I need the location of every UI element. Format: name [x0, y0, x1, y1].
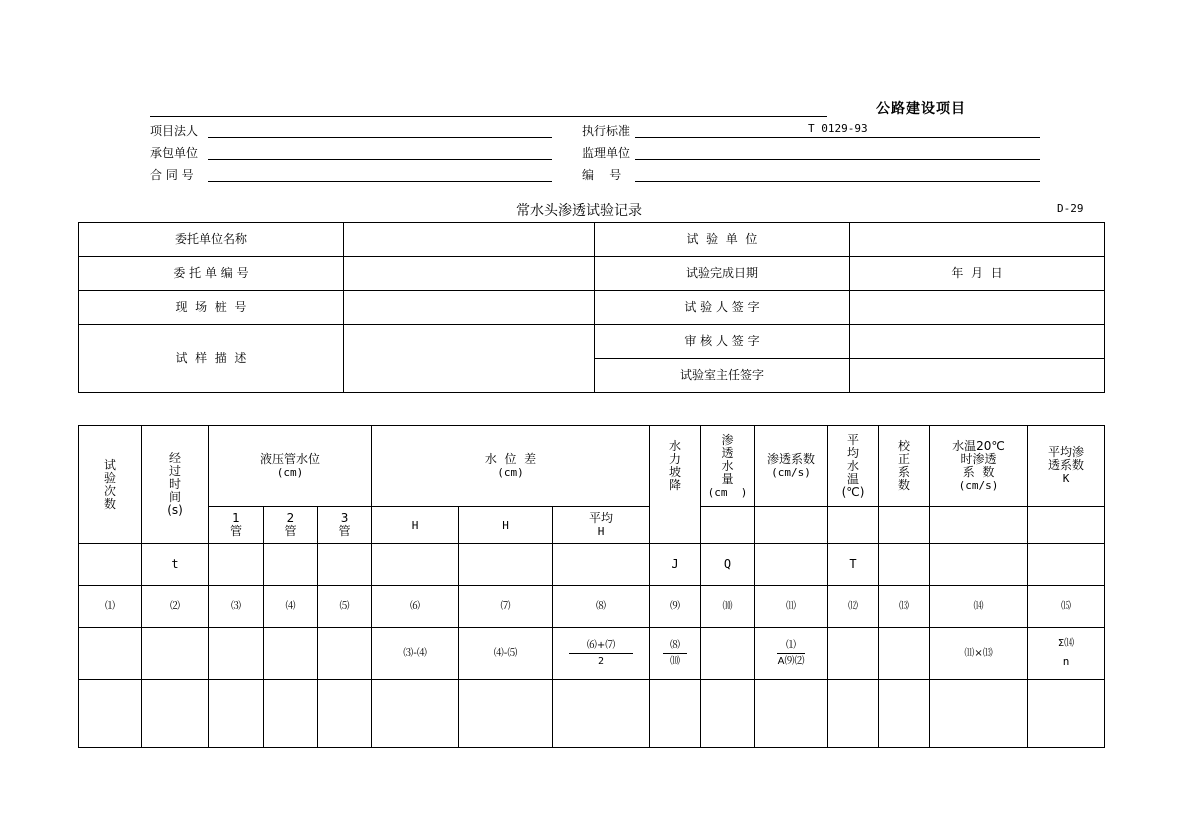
number-cell: ⑷: [264, 586, 318, 628]
field-serial-no[interactable]: [635, 181, 1040, 182]
symbol-cell: [264, 544, 318, 586]
hdr-tube-2: 2 管: [264, 507, 318, 544]
field-contractor[interactable]: [208, 159, 552, 160]
station-value[interactable]: [344, 291, 595, 325]
reviewer-sign-value[interactable]: [850, 325, 1105, 359]
data-table: [78, 425, 1105, 748]
number-cell: ⑺: [459, 586, 553, 628]
formula-row: [79, 628, 1105, 680]
symbol-cell: [930, 544, 1028, 586]
project-title: 公路建设项目: [876, 101, 966, 117]
symbol-row: [79, 544, 1105, 586]
hdr-blank-13: [879, 507, 930, 544]
finish-date-value[interactable]: 年 月 日: [850, 257, 1105, 291]
hdr-blank-11: [755, 507, 828, 544]
number-cell: ⑸: [318, 586, 372, 628]
order-no-value[interactable]: [344, 257, 595, 291]
hdr-correction-factor: 校正系数: [879, 426, 930, 507]
form-code: D-29: [1057, 202, 1084, 215]
formula-cell: [701, 628, 755, 680]
formula-col11: $\frac{\text{⑴}}{\text{A⑼⑵}}$: [755, 628, 828, 680]
formula-col9: $\frac{\text{⑻}}{\text{⑽}}$: [650, 628, 701, 680]
symbol-cell: J: [650, 544, 701, 586]
entry-cell[interactable]: [553, 680, 650, 748]
hdr-permeability-coef: 渗透系数 (cm/s): [755, 426, 828, 507]
hdr-pressure-level: 液压管水位 (cm): [209, 426, 372, 507]
hdr-head-h2: H: [459, 507, 553, 544]
formula-cell: [264, 628, 318, 680]
tester-sign-value[interactable]: [850, 291, 1105, 325]
field-supervisor[interactable]: [635, 159, 1040, 160]
formula-cell: [828, 628, 879, 680]
form-title: 常水头渗透试验记录: [516, 203, 642, 219]
symbol-cell: [459, 544, 553, 586]
entry-cell[interactable]: [264, 680, 318, 748]
label-finish-date: 试验完成日期: [595, 257, 850, 291]
label-test-unit: 试 验 单 位: [595, 223, 850, 257]
hdr-blank-12: [828, 507, 879, 544]
hdr-hydraulic-gradient: 水力坡降: [650, 426, 701, 544]
hdr-test-no: 试验次数: [79, 426, 142, 544]
formula-cell: [209, 628, 264, 680]
label-client: 委托单位名称: [79, 223, 344, 257]
entry-cell[interactable]: [1028, 680, 1105, 748]
hdr-average-coef: 平均渗透系数 K: [1028, 426, 1105, 507]
symbol-cell: [755, 544, 828, 586]
entry-cell[interactable]: [79, 680, 142, 748]
hdr-blank-14: [930, 507, 1028, 544]
number-cell: ⒂: [1028, 586, 1105, 628]
label-order-no: 委 托 单 编 号: [79, 257, 344, 291]
formula-col7: ⑷-⑸: [459, 628, 553, 680]
entry-cell[interactable]: [318, 680, 372, 748]
symbol-cell: [79, 544, 142, 586]
field-contract-no[interactable]: [208, 181, 552, 182]
entry-cell[interactable]: [650, 680, 701, 748]
entry-cell[interactable]: [879, 680, 930, 748]
director-sign-value[interactable]: [850, 359, 1105, 393]
formula-col15: Σ⒁ n: [1028, 628, 1105, 680]
number-cell: ⑹: [372, 586, 459, 628]
sample-desc-value[interactable]: [344, 325, 595, 393]
number-cell: ⒀: [879, 586, 930, 628]
label-director-sign: 试验室主任签字: [595, 359, 850, 393]
entry-cell[interactable]: [930, 680, 1028, 748]
symbol-cell: t: [142, 544, 209, 586]
number-cell: ⑾: [755, 586, 828, 628]
formula-cell: [142, 628, 209, 680]
client-value[interactable]: [344, 223, 595, 257]
number-cell: ⑴: [79, 586, 142, 628]
entry-cell[interactable]: [459, 680, 553, 748]
hdr-tube-3: 3 管: [318, 507, 372, 544]
formula-cell: [318, 628, 372, 680]
standard-value: T 0129-93: [808, 122, 868, 135]
field-project-owner[interactable]: [208, 137, 552, 138]
number-row: [79, 586, 1105, 628]
hdr-head-average: 平均 H: [553, 507, 650, 544]
label-reviewer-sign: 审 核 人 签 字: [595, 325, 850, 359]
number-cell: ⒁: [930, 586, 1028, 628]
number-cell: ⑶: [209, 586, 264, 628]
label-contract-no: 合 同 号: [150, 168, 194, 182]
info-table: [78, 222, 1105, 393]
hdr-average-temp: 平均水温 (℃): [828, 426, 879, 507]
number-cell: ⑻: [553, 586, 650, 628]
entry-cell[interactable]: [142, 680, 209, 748]
hdr-elapsed-time: 经过时间 (s): [142, 426, 209, 544]
symbol-cell: [209, 544, 264, 586]
field-standard[interactable]: [635, 137, 1040, 138]
hdr-head-difference: 水 位 差 (cm): [372, 426, 650, 507]
symbol-cell: [879, 544, 930, 586]
hdr-blank-15: [1028, 507, 1105, 544]
symbol-cell: [372, 544, 459, 586]
number-cell: ⑵: [142, 586, 209, 628]
formula-col14: ⑾×⒀: [930, 628, 1028, 680]
number-cell: ⑿: [828, 586, 879, 628]
symbol-cell: Q: [701, 544, 755, 586]
symbol-cell: [1028, 544, 1105, 586]
label-project-owner: 项目法人: [150, 124, 199, 138]
label-supervisor: 监理单位: [582, 146, 631, 160]
number-cell: ⑼: [650, 586, 701, 628]
entry-cell[interactable]: [209, 680, 264, 748]
entry-cell[interactable]: [372, 680, 459, 748]
entry-cell[interactable]: [701, 680, 755, 748]
symbol-cell: T: [828, 544, 879, 586]
top-rule: [150, 116, 827, 117]
hdr-blank-10: [701, 507, 755, 544]
formula-cell: [79, 628, 142, 680]
label-standard: 执行标准: [582, 124, 631, 138]
hdr-coef-20c: 水温20℃ 时渗透 系 数 (cm/s): [930, 426, 1028, 507]
hdr-head-h1: H: [372, 507, 459, 544]
entry-row: [79, 680, 1105, 748]
hdr-tube-1: 1 管: [209, 507, 264, 544]
label-sample-desc: 试 样 描 述: [79, 325, 344, 393]
formula-col6: ⑶-⑷: [372, 628, 459, 680]
label-station: 现 场 桩 号: [79, 291, 344, 325]
label-contractor: 承包单位: [150, 146, 199, 160]
formula-col8: $\frac{\text{⑹+⑺}}{2}$: [553, 628, 650, 680]
entry-cell[interactable]: [755, 680, 828, 748]
hdr-seepage-volume: 渗透水量 (cm ): [701, 426, 755, 507]
label-serial-no: 编 号: [582, 168, 622, 182]
label-tester-sign: 试 验 人 签 字: [595, 291, 850, 325]
number-cell: ⑽: [701, 586, 755, 628]
symbol-cell: [318, 544, 372, 586]
symbol-cell: [553, 544, 650, 586]
test-unit-value[interactable]: [850, 223, 1105, 257]
formula-cell: [879, 628, 930, 680]
entry-cell[interactable]: [828, 680, 879, 748]
